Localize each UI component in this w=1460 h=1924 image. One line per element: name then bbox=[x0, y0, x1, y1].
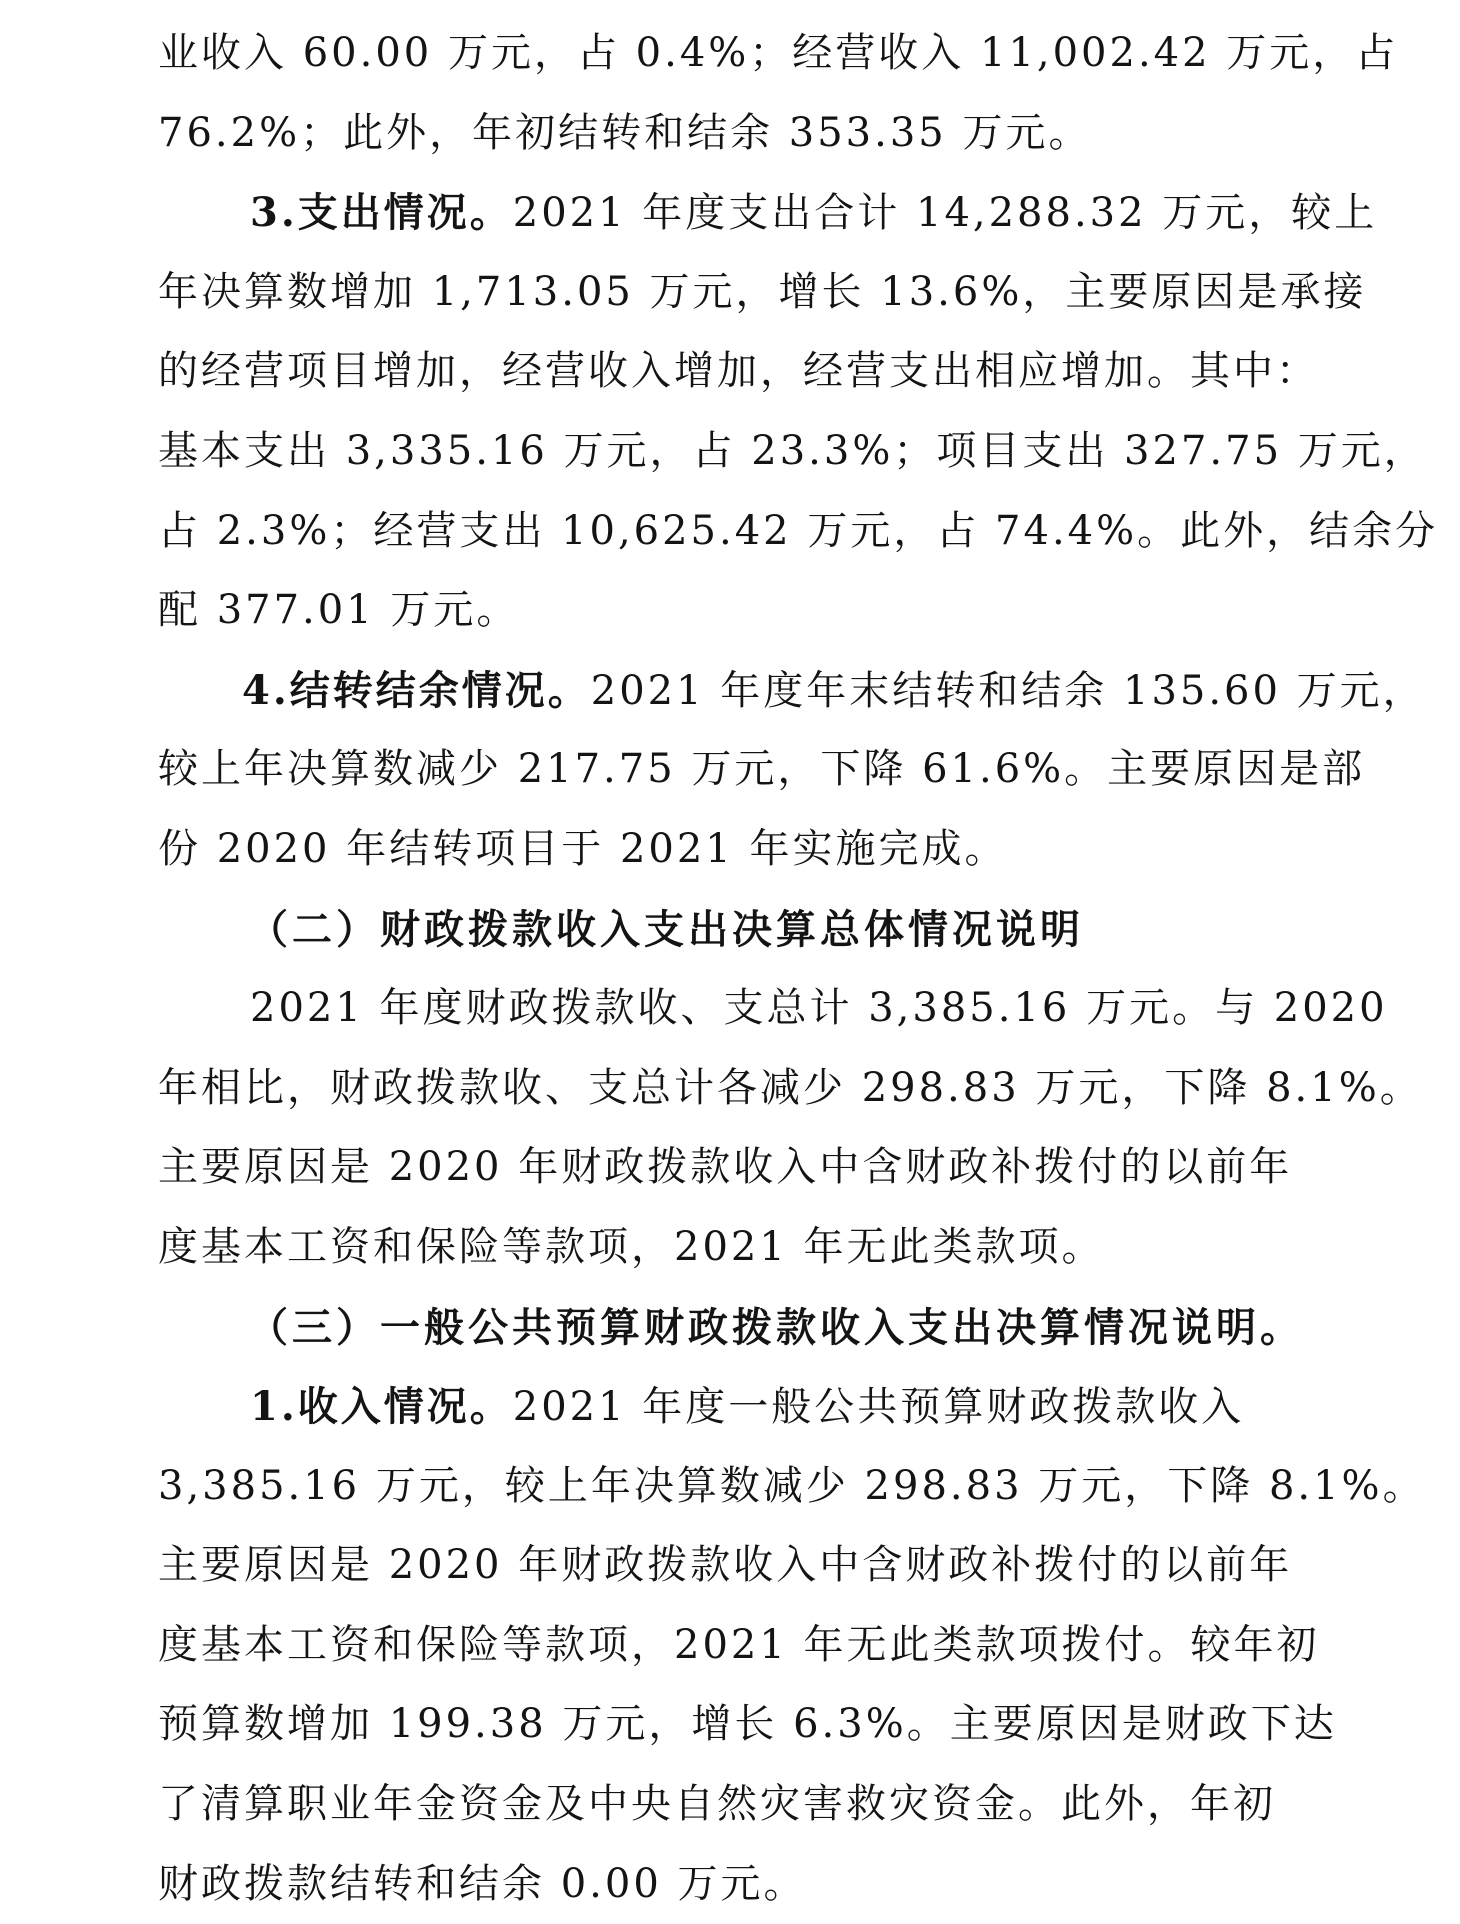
text-line bbox=[158, 412, 1427, 492]
text-run: 财政拨款结转和结余 0.00 万元。 bbox=[158, 1860, 807, 1907]
text-run: 份 2020 年结转项目于 2021 年实施完成。 bbox=[158, 825, 1008, 872]
text-run: 年相比，财政拨款收、支总计各减少 298.83 万元，下降 8.1%。 bbox=[158, 1064, 1423, 1111]
text-line bbox=[158, 810, 1336, 890]
text-line bbox=[158, 571, 1336, 651]
text-line bbox=[158, 969, 1388, 1049]
heading-text: （二）财政拨款收入支出决算总体情况说明 bbox=[248, 905, 1084, 953]
text-run: 预算数增加 199.38 万元，增长 6.3%。主要原因是财政下达 bbox=[158, 1701, 1337, 1748]
text-line bbox=[158, 1049, 1423, 1129]
section-label: 3.支出情况。 bbox=[250, 189, 513, 237]
text-run: 76.2%；此外，年初结转和结余 353.35 万元。 bbox=[158, 109, 1092, 156]
text-run: 2021 年度支出合计 14,288.32 万元，较上 bbox=[512, 190, 1378, 237]
text-line bbox=[158, 730, 1366, 810]
text-run: 度基本工资和保险等款项，2021 年无此类款项拨付。较年初 bbox=[158, 1621, 1320, 1668]
section-heading bbox=[158, 1288, 1336, 1368]
text-run: 2021 年度年末结转和结余 135.60 万元， bbox=[590, 667, 1426, 714]
section-label: 1.收入情况。 bbox=[250, 1383, 513, 1431]
text-run: 2021 年度财政拨款收、支总计 3,385.16 万元。与 2020 bbox=[250, 985, 1388, 1032]
text-run: 2021 年度一般公共预算财政拨款收入 bbox=[512, 1384, 1245, 1431]
text-line bbox=[158, 94, 1336, 174]
document-page bbox=[158, 14, 1439, 1924]
text-line bbox=[158, 1845, 1336, 1924]
text-run: 基本支出 3,335.16 万元，占 23.3%；项目支出 327.75 万元， bbox=[158, 427, 1427, 474]
text-line bbox=[158, 1128, 1336, 1208]
text-line bbox=[158, 14, 1399, 94]
text-run: 3,385.16 万元，较上年决算数减少 298.83 万元，下降 8.1%。 bbox=[158, 1462, 1426, 1509]
text-run: 的经营项目增加，经营收入增加，经营支出相应增加。其中： bbox=[158, 348, 1319, 395]
text-line bbox=[158, 1526, 1336, 1606]
text-run: 主要原因是 2020 年财政拨款收入中含财政补拨付的以前年 bbox=[158, 1542, 1293, 1589]
text-line bbox=[158, 332, 1336, 412]
text-run: 较上年决算数减少 217.75 万元，下降 61.6%。主要原因是部 bbox=[158, 746, 1366, 793]
text-line bbox=[158, 253, 1367, 333]
text-run: 业收入 60.00 万元，占 0.4%；经营收入 11,002.42 万元，占 bbox=[158, 30, 1399, 76]
text-line bbox=[158, 173, 1378, 253]
text-line bbox=[158, 1685, 1336, 1765]
text-line bbox=[158, 1765, 1336, 1845]
section-label: 4.结转结余情况。 bbox=[242, 666, 591, 714]
section-heading bbox=[158, 890, 1336, 970]
text-run: 占 2.3%；经营支出 10,625.42 万元，占 74.4%。此外，结余分 bbox=[158, 507, 1439, 554]
text-run: 配 377.01 万元。 bbox=[158, 587, 520, 634]
heading-text: （三）一般公共预算财政拨款收入支出决算情况说明。 bbox=[248, 1303, 1304, 1351]
text-run: 主要原因是 2020 年财政拨款收入中含财政补拨付的以前年 bbox=[158, 1144, 1293, 1191]
text-line bbox=[158, 651, 1426, 731]
text-line bbox=[158, 1606, 1336, 1686]
text-line bbox=[158, 1447, 1426, 1527]
text-run: 年决算数增加 1,713.05 万元，增长 13.6%，主要原因是承接 bbox=[158, 268, 1367, 315]
text-run: 度基本工资和保险等款项，2021 年无此类款项。 bbox=[158, 1223, 1105, 1270]
text-run: 了清算职业年金资金及中央自然灾害救灾资金。此外，年初 bbox=[158, 1781, 1276, 1828]
text-line bbox=[158, 1208, 1336, 1288]
text-line bbox=[158, 492, 1439, 572]
text-line bbox=[158, 1367, 1336, 1447]
